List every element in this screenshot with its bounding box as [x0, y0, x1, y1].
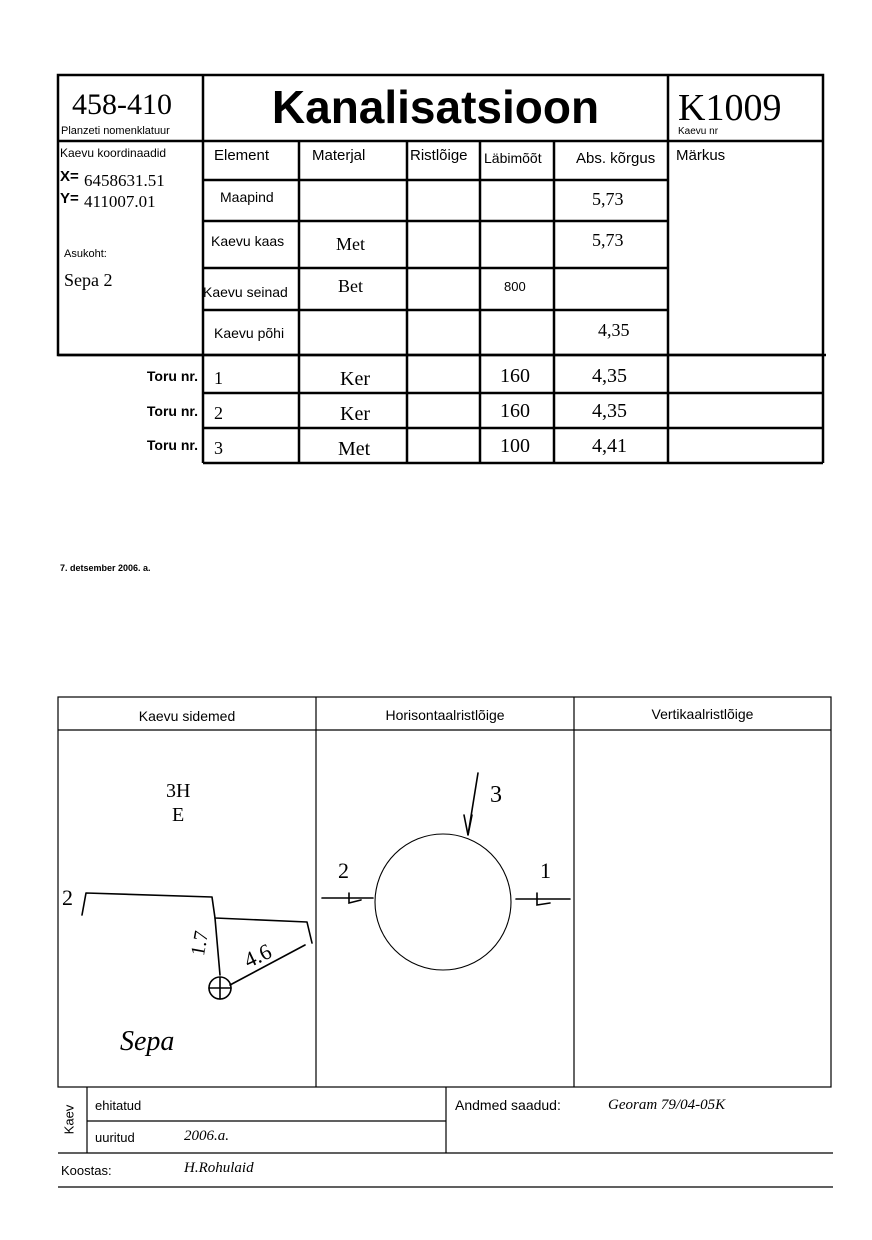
pipe-number: 2 [214, 403, 223, 423]
source-value: Georam 79/04-05K [608, 1097, 726, 1113]
row-element: Kaevu kaas [211, 233, 285, 249]
location-value: Sepa 2 [64, 270, 113, 290]
row-elevation: 5,73 [592, 189, 624, 209]
y-prefix: Y= [60, 190, 79, 207]
column-header-notes: Märkus [676, 147, 726, 164]
pipe-material: Met [338, 438, 371, 460]
pipe-sketch-label: 3 [490, 782, 502, 808]
built-label: ehitatud [95, 1098, 142, 1113]
pipe-label: Toru nr. [146, 403, 198, 419]
well-number-value: K1009 [678, 87, 782, 129]
sketch-header-vertical: Vertikaalristlõige [651, 706, 754, 722]
cross-section-sketch [322, 773, 570, 970]
row-element: Kaevu põhi [214, 325, 285, 341]
pipe-diameter: 160 [500, 400, 530, 422]
location-label: Asukoht: [64, 248, 107, 260]
x-prefix: X= [60, 168, 79, 185]
row-elevation: 5,73 [592, 230, 624, 250]
pipe-material: Ker [340, 368, 370, 390]
row-diameter: 800 [504, 279, 526, 294]
pipe-elevation: 4,41 [592, 435, 627, 457]
sketch-header-horizontal: Horisontaalristlõige [385, 707, 505, 723]
sketch-header-connections: Kaevu sidemed [138, 708, 236, 724]
pipe-sketch-label: 1 [540, 858, 551, 883]
pipe-diameter: 100 [500, 435, 530, 457]
coordinates-label: Kaevu koordinaadid [60, 146, 167, 160]
pipe-elevation: 4,35 [592, 400, 627, 422]
nomenclature-label: Planzeti nomenklatuur [61, 125, 170, 137]
column-header-diameter: Läbimõõt [484, 150, 542, 166]
y-coordinate: 411007.01 [84, 192, 156, 211]
sketch-north-sublabel: E [172, 804, 185, 826]
row-material: Bet [338, 276, 363, 296]
pipe-number: 3 [214, 438, 223, 458]
pipe-label: Toru nr. [146, 368, 198, 384]
updated-value: 2006.a. [184, 1128, 229, 1144]
sketch-north-label: 3H [166, 780, 191, 802]
author-label: Koostas: [61, 1163, 112, 1178]
sketch-dimension-label: 1.7 [187, 929, 214, 958]
sketch-street-label: Sepa [120, 1026, 175, 1057]
document-date: 7. detsember 2006. a. [60, 563, 151, 573]
x-coordinate: 6458631.51 [84, 171, 165, 190]
pipe-elevation: 4,35 [592, 365, 627, 387]
pipe-material: Ker [340, 403, 370, 425]
author-value: H.Rohulaid [184, 1160, 254, 1176]
pipe-label: Toru nr. [146, 437, 198, 453]
row-element: Maapind [220, 189, 274, 205]
sketch-dimension-label: 4.6 [239, 938, 276, 973]
pipe-number: 1 [214, 368, 223, 388]
row-elevation: 4,35 [598, 320, 630, 340]
pipe-sketch-label: 2 [338, 858, 349, 883]
row-material: Met [336, 234, 365, 254]
column-header-element: Element [214, 147, 270, 164]
pipe-diameter: 160 [500, 365, 530, 387]
sketch-edge-label: 2 [62, 885, 73, 910]
page-title: Kanalisatsioon [271, 81, 600, 133]
updated-label: uuritud [95, 1130, 135, 1145]
well-section-label: Kaev [61, 1104, 77, 1135]
well-number-label: Kaevu nr [678, 126, 719, 137]
column-header-material: Materjal [312, 147, 366, 164]
column-header-cross-section: Ristlõige [410, 147, 468, 164]
column-header-elevation: Abs. kõrgus [576, 150, 656, 167]
source-label: Andmed saadud: [455, 1097, 561, 1113]
row-element: Kaevu seinad [203, 284, 288, 300]
nomenclature-value: 458-410 [72, 88, 172, 121]
